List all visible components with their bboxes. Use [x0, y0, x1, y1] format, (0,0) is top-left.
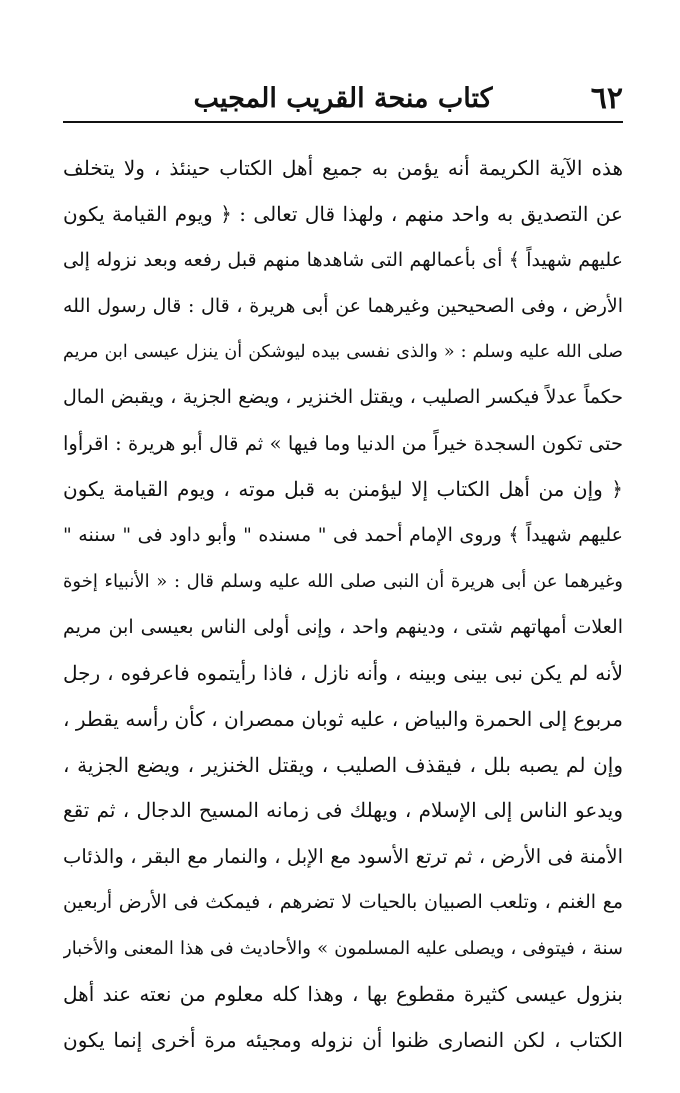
text-line: بنزول عيسى كثيرة مقطوع بها ، وهذا كله معلوم من نعته عند أهل — [63, 982, 623, 1007]
text-line: صلى الله عليه وسلم : « والذى نفسى بيده ليوشكن أن ينزل عيسى ابن مريم — [63, 341, 623, 362]
text-line: مربوع إلى الحمرة والبياض ، عليه ثوبان ممصران ، كأن رأسه يقطر ، — [63, 706, 623, 731]
text-line: عن التصديق به واحد منهم ، ولهذا قال تعالى : ﴿ ويوم القيامة يكون — [63, 201, 623, 226]
text-line: ﴿ وإن من أهل الكتاب إلا ليؤمنن به قبل موته ، ويوم القيامة يكون — [63, 477, 623, 502]
text-line: لأنه لم يكن نبى بينى وبينه ، وأنه نازل ، فاذا رأيتموه فاعرفوه ، رجل — [63, 660, 623, 685]
header-rule — [63, 121, 623, 123]
text-line: عليهم شهيداً ﴾ وروى الإمام أحمد فى " مسنده " وأبو داود فى " سننه " — [63, 524, 623, 547]
text-line: عليهم شهيداً ﴾ أى بأعمالهم التى شاهدها منهم قبل رفعه وبعد نزوله إلى — [63, 248, 623, 271]
text-line: وغيرهما عن أبى هريرة أن النبى صلى الله عليه وسلم قال : « الأنبياء إخوة — [63, 571, 623, 593]
text-line: سنة ، فيتوفى ، ويصلى عليه المسلمون » والأحاديث فى هذا المعنى والأخبار — [63, 938, 623, 960]
text-line: الأمنة فى الأرض ، ثم ترتع الأسود مع الإبل ، والنمار مع البقر ، والذئاب — [63, 845, 623, 869]
page-header — [63, 82, 623, 122]
text-line: حكماً عدلاً فيكسر الصليب ، ويقتل الخنزير ، ويضع الجزية ، ويقبض المال — [63, 386, 623, 409]
text-line: حتى تكون السجدة خيراً من الدنيا وما فيها » ثم قال أبو هريرة : اقرأوا — [63, 432, 623, 456]
page-number: ٦٢ — [590, 81, 623, 116]
text-line: الأرض ، وفى الصحيحين وغيرهما عن أبى هريرة ، قال : قال رسول الله — [63, 294, 623, 317]
running-title: كتاب منحة القريب المجيب — [193, 83, 493, 114]
text-line: الكتاب ، لكن النصارى ظنوا أن نزوله ومجيئه مرة أخرى إنما يكون — [63, 1027, 623, 1052]
text-line: ويدعو الناس إلى الإسلام ، ويهلك فى زمانه المسيح الدجال ، ثم تقع — [63, 798, 623, 823]
text-line: وإن لم يصبه بلل ، فيقذف الصليب ، ويقتل الخنزير ، ويضع الجزية ، — [63, 752, 623, 777]
body-text — [63, 146, 623, 1064]
text-line: مع الغنم ، وتلعب الصبيان بالحيات لا تضرهم ، فيمكث فى الأرض أربعين — [63, 891, 623, 914]
text-line: العلات أمهاتهم شتى ، ودينهم واحد ، وإنى أولى الناس بعيسى ابن مريم — [63, 615, 623, 638]
text-line: هذه الآية الكريمة أنه يؤمن به جميع أهل الكتاب حينئذ ، ولا يتخلف — [63, 156, 623, 180]
